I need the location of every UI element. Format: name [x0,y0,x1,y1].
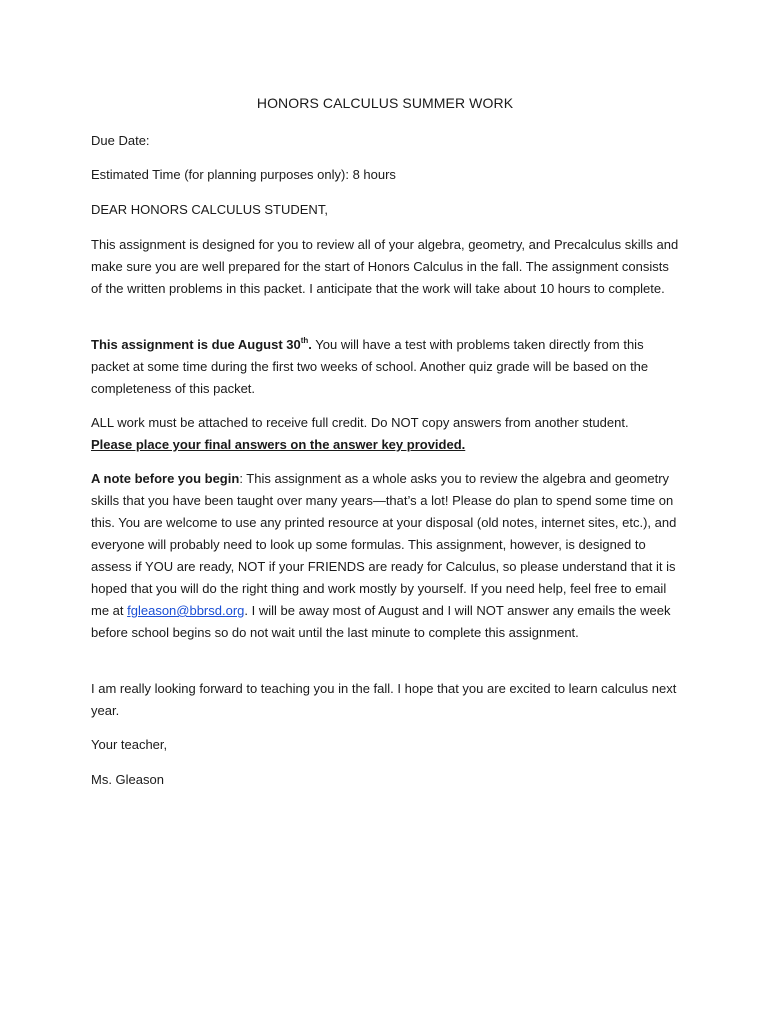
credit-paragraph [91,412,681,456]
due-paragraph-text: You will have a test with problems taken directly from this packet at some time during the first two weeks of school. Another quiz grade will be based on the completeness of this packet. [91,337,649,396]
document-title: HONORS CALCULUS SUMMER WORK [256,95,514,111]
ordinal-suffix: th [300,335,309,345]
answer-key-instruction: Please place your final answers on the answer key provided. [91,437,466,452]
teacher-email-link[interactable]: fgleason@bbrsd.org [127,603,245,618]
note-paragraph [91,468,681,644]
note-heading: A note before you begin [91,471,240,486]
note-text-end: . I will be away most of August and I will NOT answer any emails the week before school begins so do not wait until the last minute to complete this assignment. [91,603,671,640]
closing-line: Your teacher, [91,737,168,752]
note-text: : This assignment as a whole asks you to review the algebra and geometry skills that you have been taught over many years—that’s a lot! Please do plan to spend some time on this. You are welcome to use any printed resource at your disposal (old notes, internet sites, etc.), and everyone will probably need to look up some formulas. This assignment, however, is designed to assess if YOU are ready, NOT if your FRIENDS are ready for Calculus, so please understand that it is hoped that you will do the right thing and work mostly by yourself. If you need help, feel free to email me at [91,471,677,618]
due-date-emphasis: This assignment is due August 30 [91,337,301,352]
closing-paragraph: I am really looking forward to teaching you in the fall. I hope that you are excited to learn calculus next year. [91,681,677,718]
signature: Ms. Gleason [91,772,164,787]
due-paragraph [91,334,681,400]
credit-text: ALL work must be attached to receive full credit. Do NOT copy answers from another student. [91,415,629,430]
due-date-line: Due Date: [91,133,150,148]
due-period: . [308,337,312,352]
salutation: DEAR HONORS CALCULUS STUDENT, [91,202,328,217]
estimated-time-line: Estimated Time (for planning purposes only): 8 hours [91,167,396,182]
intro-paragraph: This assignment is designed for you to review all of your algebra, geometry, and Precalculus skills and make sure you are well prepared for the start of Honors Calculus in the fall. The assignment consists of the written problems in this packet. I anticipate that the work will take about 10 hours to complete. [91,237,679,296]
